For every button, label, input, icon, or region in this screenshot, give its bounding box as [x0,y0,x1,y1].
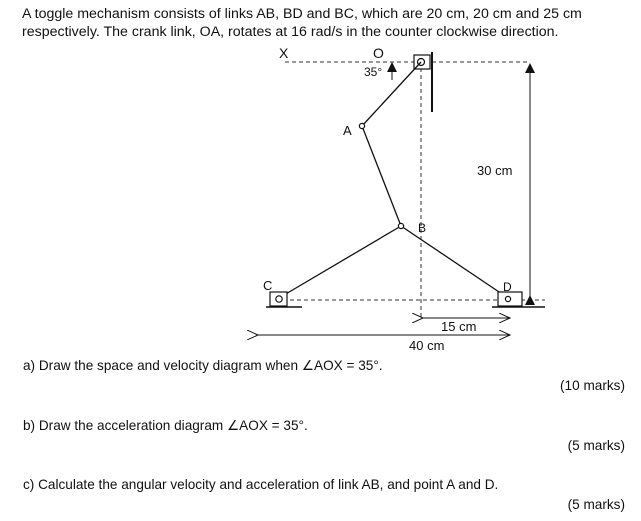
marks-c: (5 marks) [567,497,625,512]
joint-b [398,223,403,228]
pivot-c-pin [276,296,282,302]
question-c: c) Calculate the angular velocity and acceleration of link AB, and point A and D. [23,477,499,492]
label-b: B [418,221,427,235]
label-c: C [263,278,273,293]
marks-b: (5 marks) [567,438,625,453]
span-dimension-label: 40 cm [409,338,445,353]
label-o: O [373,45,384,61]
marks-a: (10 marks) [560,378,625,393]
label-x: X [279,45,289,61]
offset-dimension-label: 15 cm [441,319,477,334]
slider-d-pin [505,296,510,301]
joint-a [359,123,364,128]
problem-statement: A toggle mechanism consists of links AB, BD and BC, which are 20 cm, 20 cm and 25 cm respectively. The crank link, OA, rotates at 16 rad/s in the counter clockwise direction. [22,6,582,40]
angle-label: 35° [364,65,383,79]
label-d: D [503,280,512,294]
link-bc [279,226,401,298]
question-a: a) Draw the space and velocity diagram when ∠AOX = 35°. [23,358,383,373]
label-a: A [343,123,352,138]
question-b: b) Draw the acceleration diagram ∠AOX = 35°. [23,418,308,433]
height-dimension-label: 30 cm [477,163,513,178]
link-bd [401,226,508,298]
link-ab [362,126,401,226]
